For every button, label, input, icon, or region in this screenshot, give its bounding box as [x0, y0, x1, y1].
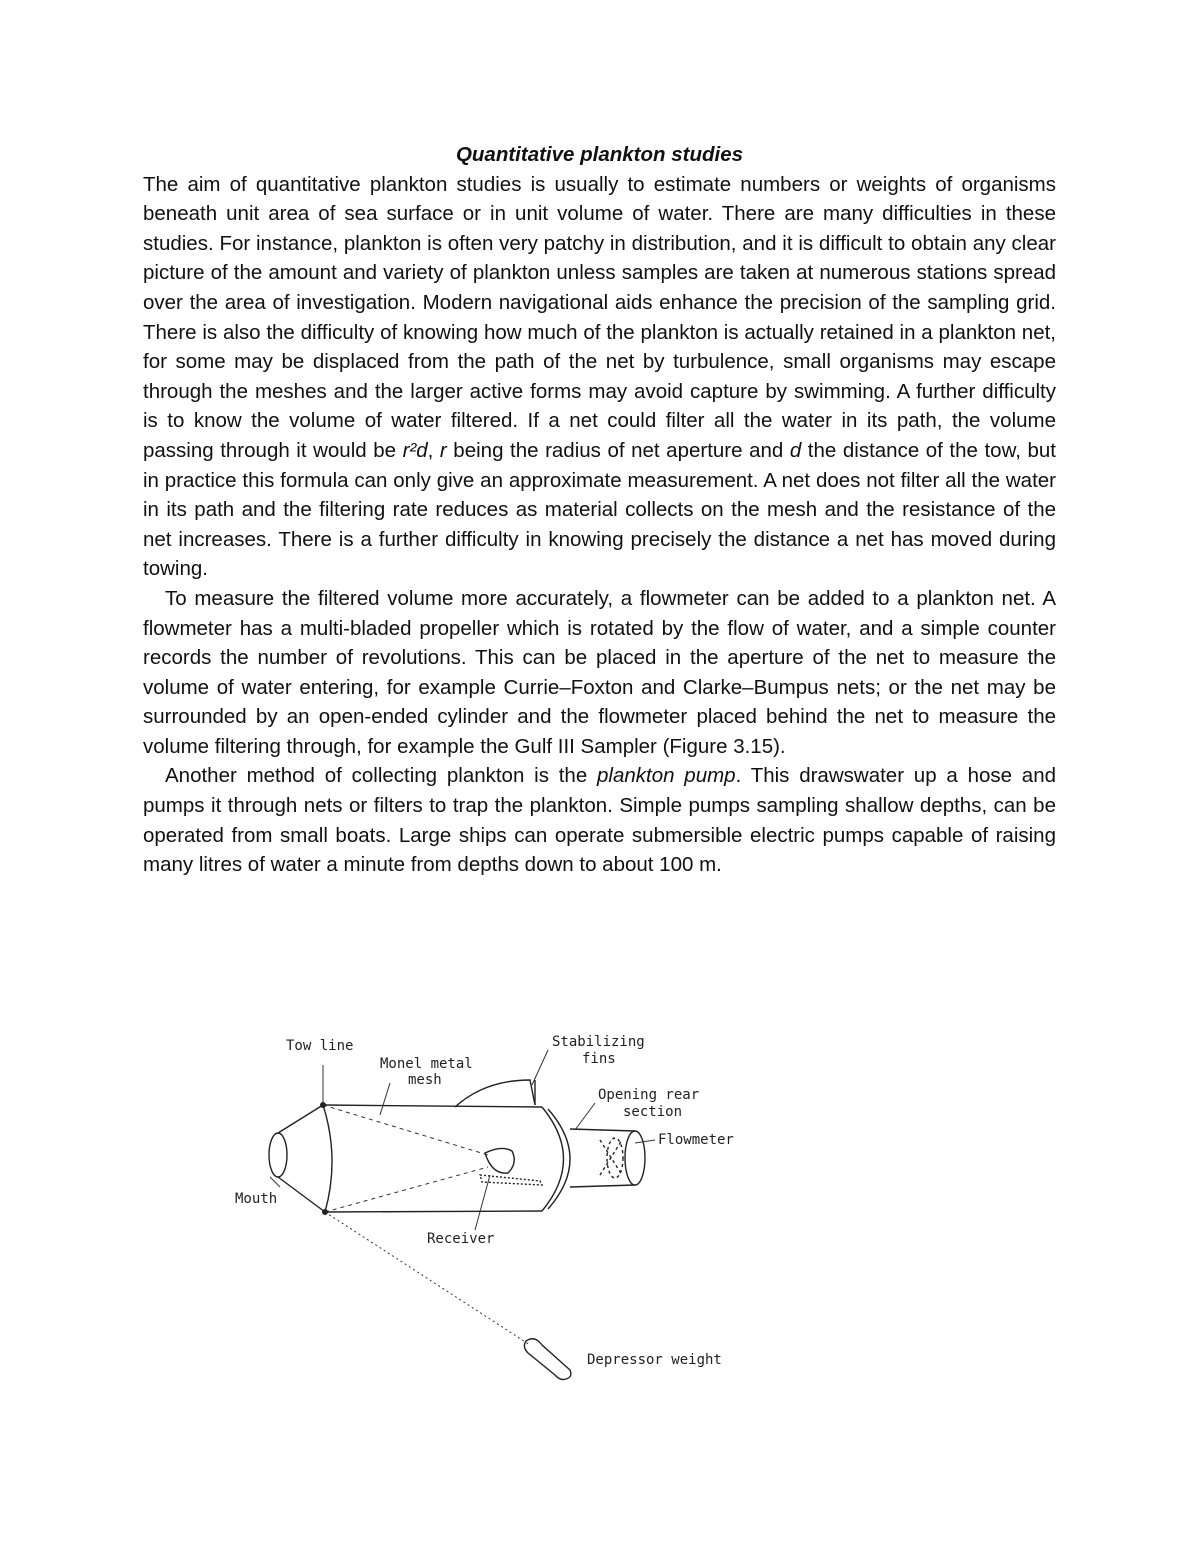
body-rear-ring	[548, 1109, 570, 1209]
label-monel-1: Monel metal	[380, 1056, 473, 1072]
label-monel-2: mesh	[408, 1072, 442, 1088]
body-rear-curve	[542, 1107, 564, 1211]
gulf-sampler-figure	[230, 1025, 750, 1390]
plankton-pump-term: plankton pump	[597, 764, 736, 788]
para3-text-a: Another method of collecting plankton is the	[165, 764, 598, 788]
body-text	[143, 140, 1056, 880]
paragraph-1	[143, 170, 1056, 584]
label-stabilizing-1: Stabilizing	[552, 1034, 645, 1050]
flowmeter-shape	[600, 1138, 623, 1178]
cone-top-line	[278, 1105, 323, 1133]
paragraph-2: To measure the filtered volume more accurately, a flowmeter can be added to a plankton net. A flowmeter has a multi-bladed propeller which is rotated by the flow of water, and a simple counter records the number of revolutions. This can be placed in the aperture of the net to measure the volume of water entering, for example Currie–Foxton and Clarke–Bumpus nets; or the net may be surrounded by an open-ended cylinder and the flowmeter placed behind the net to measure the volume filtering through, for example the Gulf III Sampler (Figure 3.15).	[143, 586, 1056, 758]
para1-text-b: ,	[427, 438, 440, 462]
mouth-ellipse	[269, 1133, 287, 1177]
front-ring	[323, 1105, 332, 1212]
formula-r2d: r²d	[402, 438, 428, 462]
document-title: Quantitative plankton studies	[455, 143, 744, 166]
label-depressor: Depressor weight	[587, 1352, 722, 1368]
para1-text-d: the distance of the tow, but in practice this formula can only give an approximate measurement. A net does not filter all the water in its path and the filtering rate reduces as material collects on the mesh and the resistance of the net increases. There is a further difficulty in knowing precisely the distance a net has moved during towing.	[143, 438, 1056, 581]
rear-bottom-line	[570, 1185, 635, 1187]
rear-opening	[625, 1131, 645, 1185]
para1-text-c: being the radius of net aperture and	[446, 438, 790, 462]
body-top-line	[323, 1105, 542, 1107]
label-stabilizing-2: fins	[582, 1051, 616, 1067]
label-receiver: Receiver	[427, 1231, 495, 1247]
rear-top-line	[570, 1129, 635, 1131]
receiver-shape	[485, 1148, 514, 1173]
depressor-weight	[524, 1339, 571, 1380]
tow-shackle-top	[320, 1102, 326, 1108]
label-rear-1: Opening rear	[598, 1087, 700, 1103]
label-rear-2: section	[623, 1104, 683, 1120]
label-mouth: Mouth	[235, 1191, 278, 1207]
stabilizing-fin	[455, 1080, 535, 1107]
var-r: r	[439, 438, 447, 462]
paragraph-3	[143, 761, 1056, 879]
para3-text-b: . This drawswater up a hose and pumps it through nets or filters to trap the plankton. Simple pumps sampling shallow depths, can be operated from small boats. Large ships can operate submersible electric pumps capable of raising many litres of water a minute from depths down to about 100 m.	[143, 764, 1057, 877]
cone-bottom-line	[278, 1177, 325, 1212]
var-d: d	[789, 438, 802, 462]
tow-shackle-bottom	[322, 1209, 328, 1215]
sampler-diagram	[230, 1025, 750, 1390]
label-tow-line: Tow line	[286, 1038, 354, 1054]
para1-text-a: The aim of quantitative plankton studies is usually to estimate numbers or weights of organisms beneath unit area of sea surface or in unit volume of water. There are many difficulties in these studies. For instance, plankton is often very patchy in distribution, and it is difficult to obtain any clear picture of the amount and variety of plankton unless samples are taken at numerous stations spread over the area of investigation. Modern navigational aids enhance the precision of the sampling grid. There is also the difficulty of knowing how much of the plankton is actually retained in a plankton net, for some may be displaced from the path of the net by turbulence, small organisms may escape through the meshes and the larger active forms may avoid capture by swimming. A further difficulty is to know the volume of water filtered. If a net could filter all the water in its path, the volume passing through it would be	[143, 172, 1056, 462]
mesh-dashes	[323, 1105, 488, 1212]
body-bottom-line	[325, 1211, 542, 1212]
label-flowmeter: Flowmeter	[658, 1132, 734, 1148]
